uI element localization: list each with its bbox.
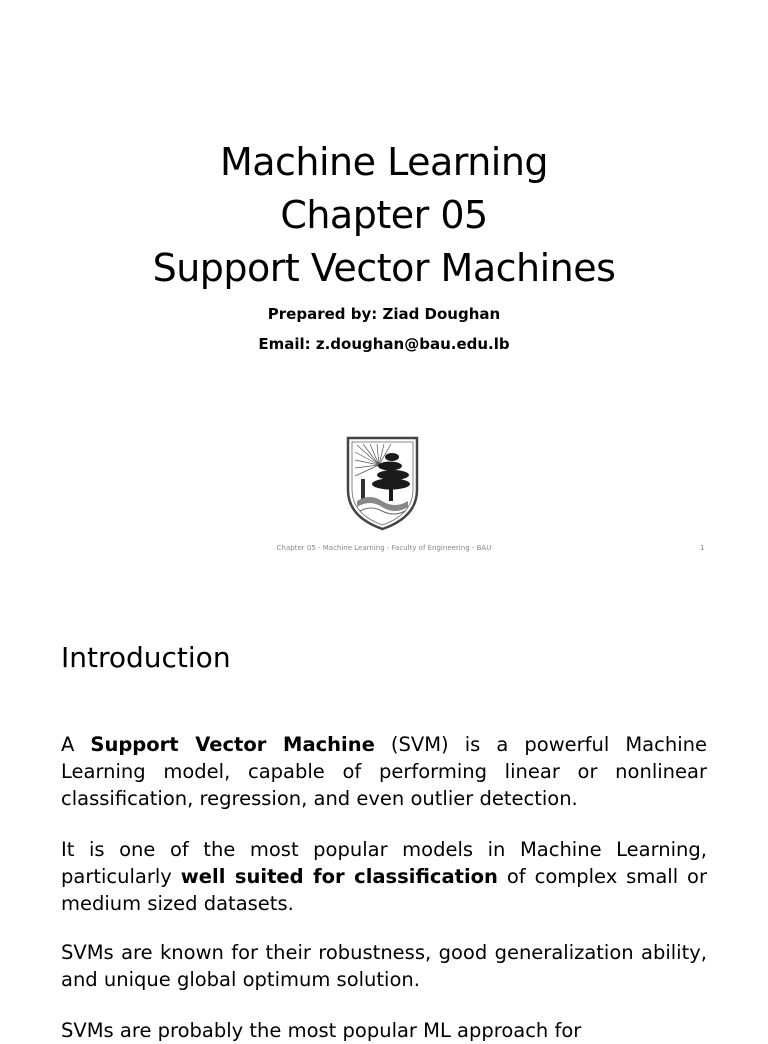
title-line-3: Support Vector Machines: [152, 246, 616, 290]
paragraph-svm-definition: [61, 731, 707, 812]
paragraph-partial: SVMs are probably the most popular ML approach for: [61, 1019, 582, 1042]
slide-title: [0, 136, 768, 295]
paragraph-popularity: [61, 836, 707, 917]
text-run: of complex small or medium sized datasets.: [61, 865, 708, 915]
title-line-2: Chapter 05: [280, 193, 488, 237]
bold-term: Support Vector Machine: [90, 733, 375, 756]
bau-cedar-crest-icon: [345, 435, 420, 532]
paragraph-robustness: SVMs are known for their robustness, good generalization ability, and unique global optimum solution.: [61, 941, 707, 991]
page-number: 1: [700, 544, 705, 552]
prepared-by: Prepared by: Ziad Doughan: [267, 305, 501, 323]
footer-text: Chapter 05 - Machine Learning - Faculty of Engineering - BAU: [276, 544, 492, 552]
text-run: It is one of the most popular models in Machine Learning, particularly: [61, 838, 707, 888]
title-line-1: Machine Learning: [219, 140, 549, 184]
author-email: Email: z.doughan@bau.edu.lb: [258, 335, 510, 353]
text-run: (SVM) is a powerful Machine Learning model, capable of performing linear or nonlinear classification, regression, and even outlier detection.: [61, 733, 707, 810]
intro-slide: [0, 577, 768, 1042]
text-run: A: [61, 733, 91, 756]
section-heading: Introduction: [61, 641, 231, 674]
bold-term: well suited for classification: [180, 865, 498, 888]
